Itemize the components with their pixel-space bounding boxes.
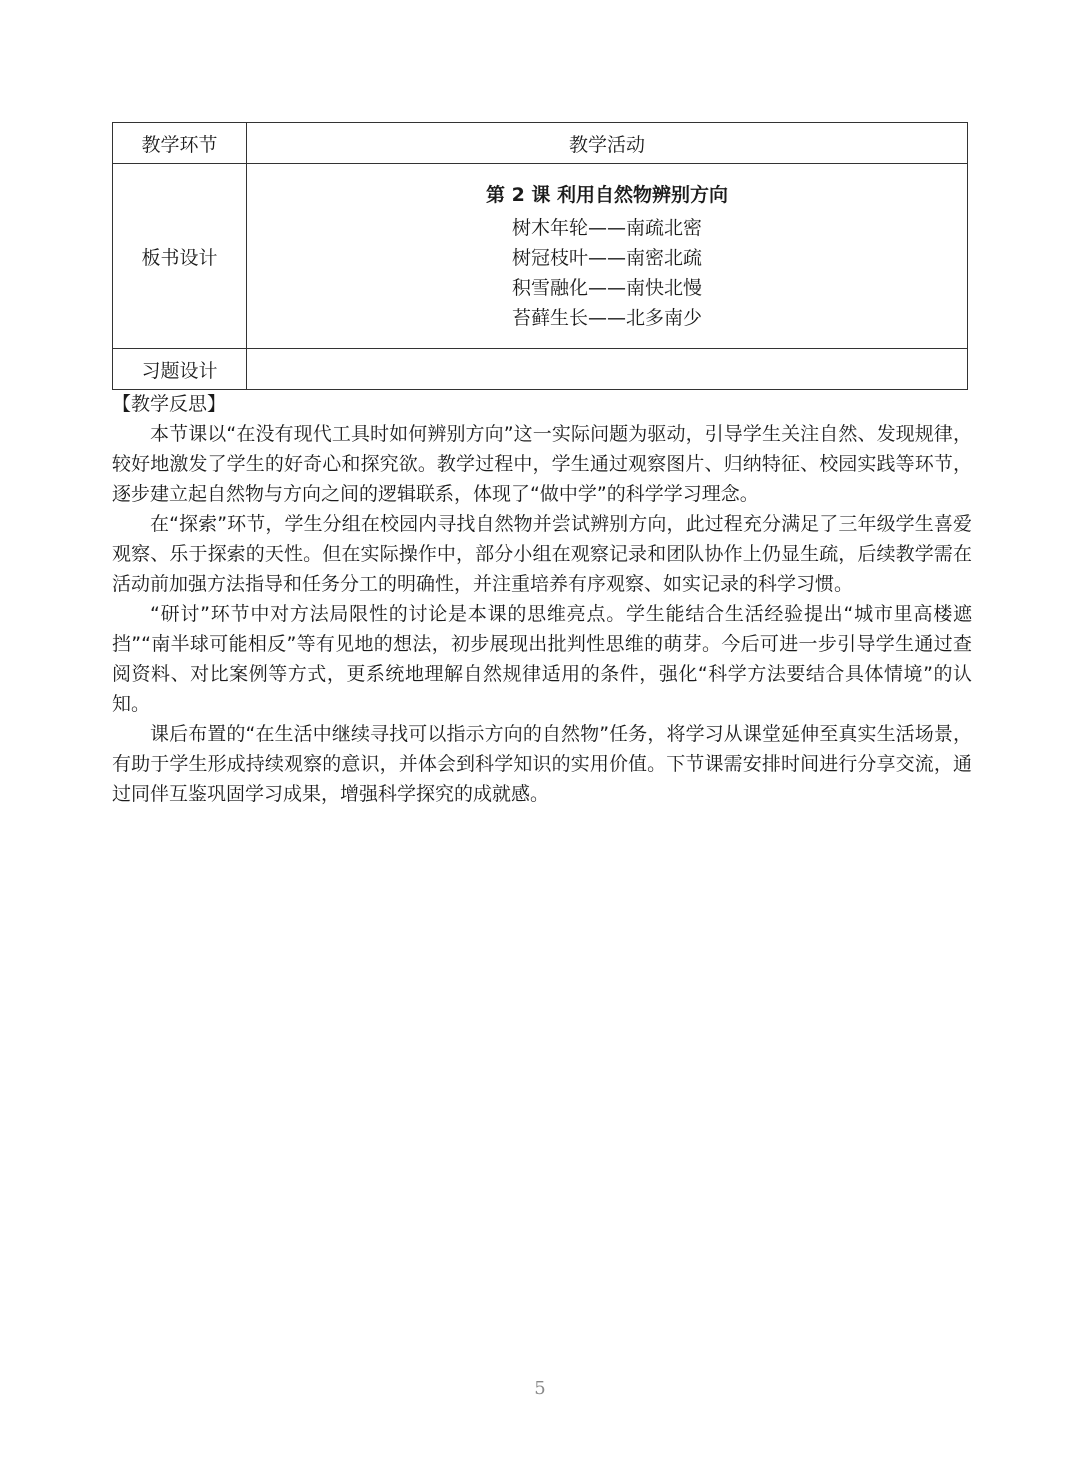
header-cell-section: 教学环节: [113, 123, 247, 164]
reflection-paragraph: 课后布置的“在生活中继续寻找可以指示方向的自然物”任务，将学习从课堂延伸至真实生活场景，有助于学生形成持续观察的意识，并体会到科学知识的实用价值。下节课需安排时间进行分享交流，通过同伴互鉴巩固学习成果，增强科学探究的成就感。: [112, 723, 972, 805]
exercise-design-label: 习题设计: [113, 349, 247, 390]
page-number: 5: [534, 1378, 546, 1399]
board-design-label: 板书设计: [113, 164, 247, 349]
header-cell-activity: 教学活动: [247, 123, 968, 164]
table-row-board-design: [113, 164, 968, 349]
board-line: 树木年轮——南疏北密: [511, 216, 702, 239]
exercise-design-content: [247, 349, 968, 390]
board-line: 树冠枝叶——南密北疏: [511, 246, 702, 269]
board-line: 积雪融化——南快北慢: [511, 276, 702, 299]
teaching-reflection: [112, 389, 972, 809]
reflection-paragraph: 本节课以“在没有现代工具时如何辨别方向”这一实际问题为驱动，引导学生关注自然、发现规律，较好地激发了学生的好奇心和探究欲。教学过程中，学生通过观察图片、归纳特征、校园实践等环节，逐步建立起自然物与方向之间的逻辑联系，体现了“做中学”的科学学习理念。: [112, 423, 972, 505]
table-header-row: [113, 123, 968, 164]
reflection-paragraph: “研讨”环节中对方法局限性的讨论是本课的思维亮点。学生能结合生活经验提出“城市里高楼遮挡”“南半球可能相反”等有见地的想法，初步展现出批判性思维的萌芽。今后可进一步引导学生通过查阅资料、对比案例等方式，更系统地理解自然规律适用的条件，强化“科学方法要结合具体情境”的认知。: [112, 603, 972, 715]
board-title: 第 2 课 利用自然物辨别方向: [485, 183, 729, 206]
table-row-exercise-design: [113, 349, 968, 390]
board-design-content: [247, 164, 968, 349]
reflection-heading: 【教学反思】: [112, 393, 227, 415]
board-line: 苔藓生长——北多南少: [511, 306, 702, 329]
reflection-paragraph: 在“探索”环节，学生分组在校园内寻找自然物并尝试辨别方向，此过程充分满足了三年级学生喜爱观察、乐于探索的天性。但在实际操作中，部分小组在观察记录和团队协作上仍显生疏，后续教学需在活动前加强方法指导和任务分工的明确性，并注重培养有序观察、如实记录的科学习惯。: [112, 513, 972, 595]
lesson-table: [112, 122, 968, 390]
